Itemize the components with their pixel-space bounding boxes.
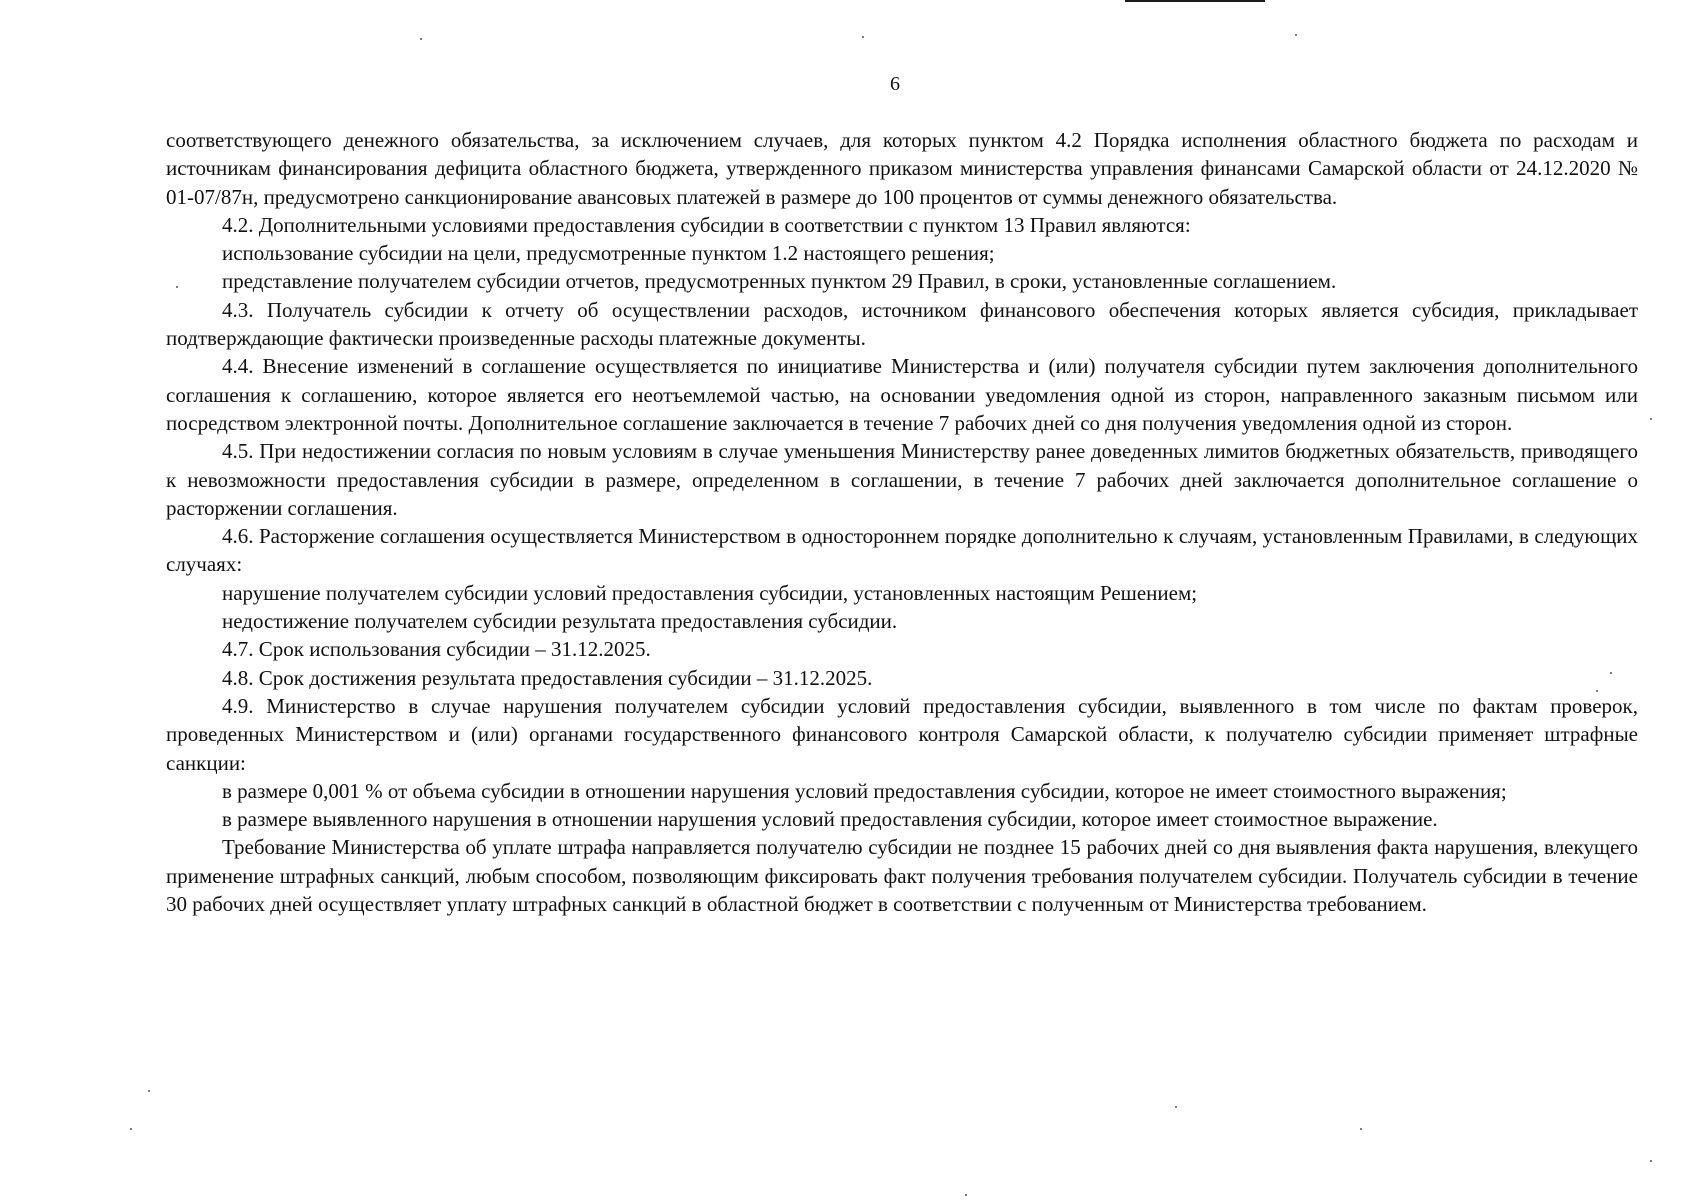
scan-speck [1650, 1160, 1652, 1162]
document-body [166, 126, 1638, 918]
scan-speck [965, 1194, 967, 1196]
paragraph-4-6: 4.6. Расторжение соглашения осуществляется Министерством в одностороннем порядке дополнительно к случаям, установленным Правилами, в следующих случаях: [166, 524, 1638, 577]
paragraph-4-6-item-1: нарушение получателем субсидии условий предоставления субсидии, установленных настоящим Решением; [222, 580, 1198, 605]
paragraph-4-7: 4.7. Срок использования субсидии – 31.12.2025. [222, 637, 651, 662]
paragraph-4-2-item-2: представление получателем субсидии отчетов, предусмотренных пунктом 29 Правил, в сроки, установленные соглашением. [222, 269, 1337, 294]
paragraph-4-9-item-1: в размере 0,001 % от объема субсидии в отношении нарушения условий предоставления субсидии, которое не имеет стоимостного выражения; [222, 778, 1507, 803]
scan-speck [1596, 690, 1598, 692]
top-rule [1125, 0, 1265, 2]
scan-speck [1360, 1128, 1362, 1130]
paragraph-4-5: 4.5. При недостижении согласия по новым условиям в случае уменьшения Министерству ранее доведенных лимитов бюджетных обязательств, приводящего к невозможности предоставления субсидии в размере, определенном в соглашении, в течение 7 рабочих дней заключается дополнительное соглашение о расторжении соглашения. [166, 439, 1638, 520]
scan-speck [1650, 418, 1652, 420]
scan-speck [148, 1090, 150, 1092]
paragraph-4-2-item-1: использование субсидии на цели, предусмотренные пунктом 1.2 настоящего решения; [222, 241, 995, 266]
paragraph-4-6-item-2: недостижение получателем субсидии результата предоставления субсидии. [222, 609, 898, 634]
scan-speck [176, 286, 178, 288]
paragraph-continuation: соответствующего денежного обязательства, за исключением случаев, для которых пунктом 4.2 Порядка исполнения областного бюджета по расходам и источникам финансирования дефицита областного бюджета, утвержденного приказом министерства управления финансами Самарской области от 24.12.2020 № 01-07/87н, предусмотрено санкционирование авансовых платежей в размере до 100 процентов от суммы денежного обязательства. [166, 128, 1638, 209]
paragraph-4-2: 4.2. Дополнительными условиями предоставления субсидии в соответствии с пунктом 13 Правил являются: [222, 212, 1191, 237]
page-number: 6 [890, 73, 900, 95]
paragraph-4-3: 4.3. Получатель субсидии к отчету об осуществлении расходов, источником финансового обеспечения которых является субсидия, прикладывает подтверждающие фактически произведенные расходы платежные документы. [166, 297, 1638, 351]
scan-speck [1295, 34, 1297, 36]
scan-speck [420, 38, 422, 40]
scan-speck [1610, 672, 1612, 674]
paragraph-4-4: 4.4. Внесение изменений в соглашение осуществляется по инициативе Министерства и (или) получателя субсидии путем заключения дополнительного соглашения к соглашению, которое является его неотъемлемой частью, на основании уведомления одной из сторон, направленного заказным письмом или посредством электронной почты. Дополнительное соглашение заключается в течение 7 рабочих дней со дня получения уведомления одной из сторон. [166, 354, 1638, 435]
paragraph-4-8: 4.8. Срок достижения результата предоставления субсидии – 31.12.2025. [222, 665, 873, 690]
paragraph-4-9: 4.9. Министерство в случае нарушения получателем субсидии условий предоставления субсидии, выявленного в том числе по фактам проверок, проведенных Министерством и (или) органами государственного финансового контроля Самарской области, к получателю субсидии применяет штрафные санкции: [166, 693, 1638, 775]
scan-speck [862, 36, 864, 38]
paragraph-penalty-demand: Требование Министерства об уплате штрафа направляется получателю субсидии не позднее 15 рабочих дней со дня выявления факта нарушения, влекущего применение штрафных санкций, любым способом, позволяющим фиксировать факт получения требования получателем субсидии. Получатель субсидии в течение 30 рабочих дней осуществляет уплату штрафных санкций в областной бюджет в соответствии с полученным от Министерства требованием. [166, 835, 1638, 917]
scan-speck [130, 1128, 132, 1130]
paragraph-4-9-item-2: в размере выявленного нарушения в отношении нарушения условий предоставления субсидии, которое имеет стоимостное выражение. [222, 807, 1438, 832]
scan-speck [1175, 1106, 1177, 1108]
